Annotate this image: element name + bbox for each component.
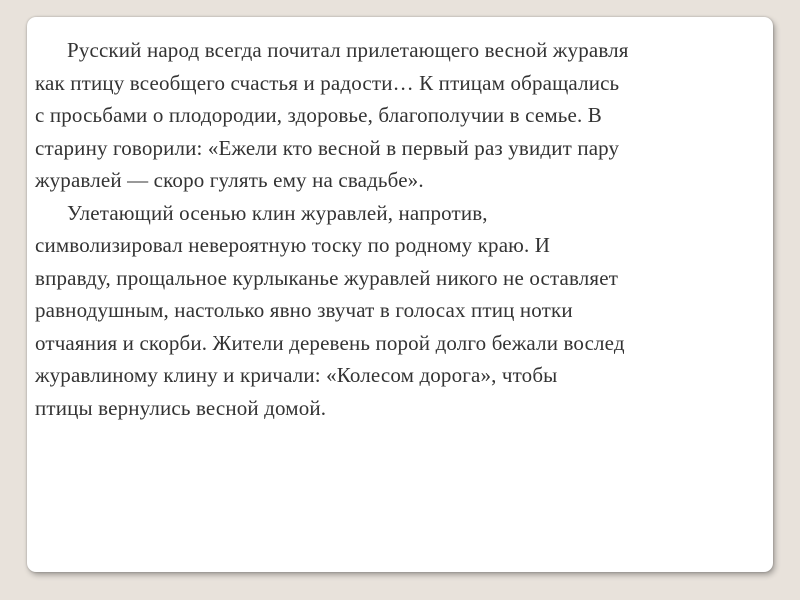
text-line: вправду, прощальное курлыканье журавлей никого не оставляет [35, 265, 619, 290]
text-line: как птицу всеобщего счастья и радости… К птицам обращались [35, 70, 620, 95]
text-line: Русский народ всегда почитал прилетающего весной журавля [67, 38, 629, 62]
text-line: с просьбами о плодородии, здоровье, благополучии в семье. В [35, 103, 602, 127]
body-text [35, 34, 797, 424]
text-line: отчаяния и скорби. Жители деревень порой долго бежали вослед [35, 330, 625, 355]
text-line: старину говорили: «Ежели кто весной в первый раз увидит пару [35, 135, 620, 160]
text-line: птицы вернулись весной домой. [35, 395, 327, 420]
text-line: журавлиному клину и кричали: «Колесом дорога», чтобы [35, 363, 558, 387]
text-line: равнодушным, настолько явно звучат в голосах птиц нотки [35, 298, 573, 322]
text-line: журавлей — скоро гулять ему на свадьбе». [35, 168, 424, 192]
text-line: Улетающий осенью клин журавлей, напротив, [67, 200, 488, 225]
paragraph-1 [35, 34, 797, 197]
paragraph-2 [35, 197, 797, 425]
text-line: символизировал невероятную тоску по родному краю. И [35, 233, 551, 257]
